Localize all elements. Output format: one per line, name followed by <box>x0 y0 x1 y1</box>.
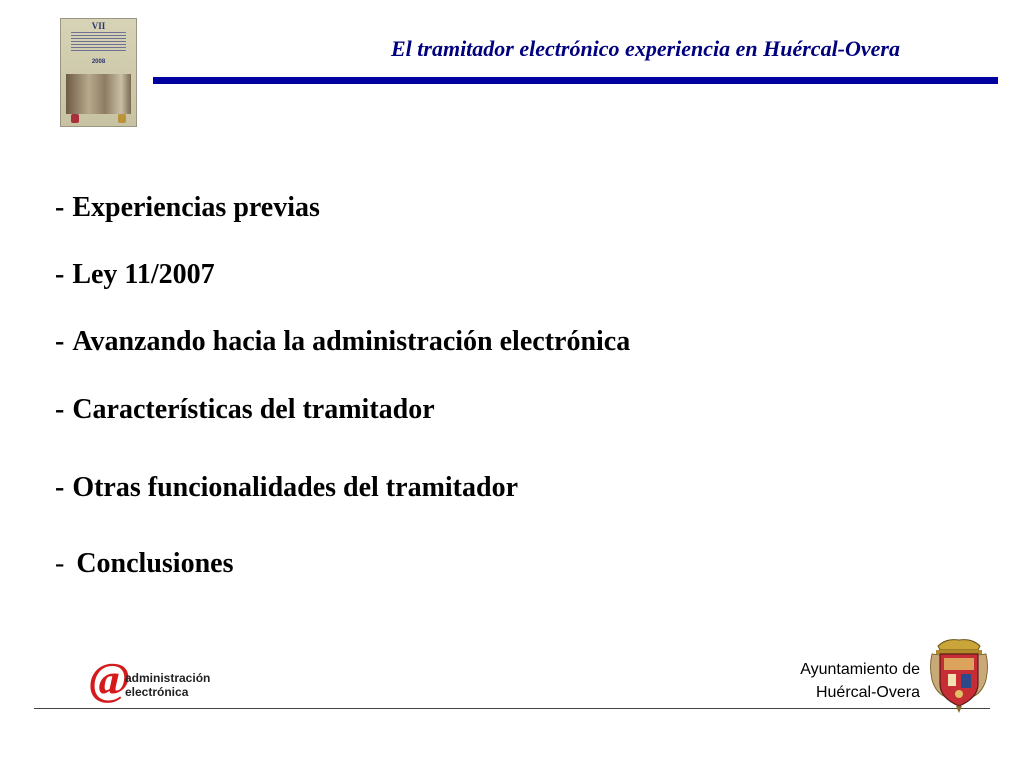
agenda-item: - Avanzando hacia la administración electrónica <box>55 326 631 357</box>
agenda-item: - Ley 11/2007 <box>55 259 215 290</box>
footer-rule <box>34 708 990 709</box>
administracion-electronica-logo <box>88 653 228 706</box>
poster-seal-left-icon <box>71 114 79 123</box>
agenda-item: - Otras funcionalidades del tramitador <box>55 472 518 503</box>
title-underline-rule <box>153 77 998 84</box>
poster-seal-right-icon <box>118 114 126 123</box>
slide-title: El tramitador electrónico experiencia en Huércal-Overa <box>391 36 900 61</box>
institution-name <box>760 658 920 704</box>
conference-poster-thumbnail <box>60 18 137 127</box>
agenda-item: - Conclusiones <box>55 548 234 579</box>
logo-line-1: administración <box>125 671 211 685</box>
agenda-item: - Características del tramitador <box>55 394 435 425</box>
agenda-item: - Experiencias previas <box>55 192 320 223</box>
logo-line-2: electrónica <box>125 685 189 699</box>
institution-line-2: Huércal-Overa <box>815 684 920 701</box>
coat-of-arms-icon <box>926 636 992 714</box>
poster-numeral: VII <box>91 21 106 31</box>
poster-year: 2008 <box>91 59 106 65</box>
poster-street-photo <box>66 74 131 114</box>
at-sign-icon: @ <box>88 653 131 704</box>
poster-text-lines <box>71 32 126 53</box>
institution-line-1: Ayuntamiento de <box>800 661 920 678</box>
